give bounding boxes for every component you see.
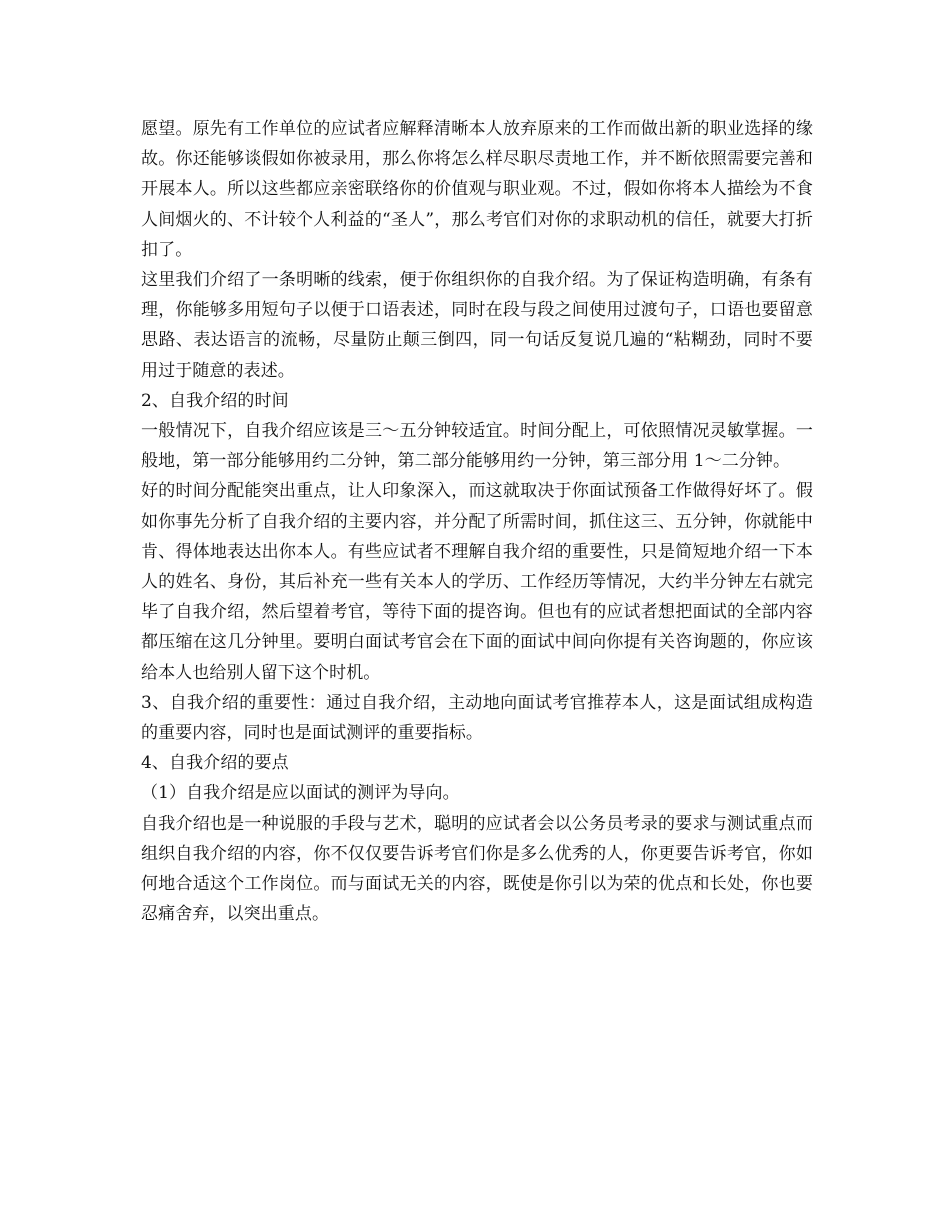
paragraph-clear-structure: 这里我们介绍了一条明晰的线索，便于你组织你的自我介绍。为了保证构造明确，有条有理，你能够多用短句子以便于口语表述，同时在段与段之间使用过渡句子，口语也要留意思路、表达语言的流畅，尽量防止颠三倒四，同一句话反复说几遍的“粘糊劲，同时不要用过于随意的表述。 bbox=[141, 270, 813, 381]
section-heading-time: 2、自我介绍的时间 bbox=[141, 390, 289, 411]
paragraph-time-allocation: 一般情况下，自我介绍应该是三～五分钟较适宜。时间分配上，可依照情况灵敏掌握。一般地，第一部分能够用约二分钟，第二部分能够用约一分钟，第三部分用 1～二分钟。 bbox=[141, 421, 813, 472]
paragraph-importance: 3、自我介绍的重要性：通过自我介绍，主动地向面试考官推荐本人，这是面试组成构造的重要内容，同时也是面试测评的重要指标。 bbox=[141, 692, 813, 744]
paragraph-persuasion: 自我介绍也是一种说服的手段与艺术，聪明的应试者会以公务员考录的要求与测试重点而组织自我介绍的内容，你不仅仅要告诉考官们你是多么优秀的人，你更要告诉考官，你如何地合适这个工作岗位。而与面试无关的内容，既使是你引以为荣的优点和长处，你也要忍痛舍弃，以突出重点。 bbox=[141, 813, 813, 925]
section-heading-key-points: 4、自我介绍的要点 bbox=[141, 753, 289, 774]
document-body bbox=[141, 114, 813, 929]
subheading-oriented: （1）自我介绍是应以面试的测评为导向。 bbox=[141, 783, 460, 804]
paragraph-motivation: 愿望。原先有工作单位的应试者应解释清晰本人放弃原来的工作而做出新的职业选择的缘故。你还能够谈假如你被录用，那么你将怎么样尽职尽责地工作，并不断依照需要完善和开展本人。所以这些都应亲密联络你的价值观与职业观。不过，假如你将本人描绘为不食人间烟火的、不计较个人利益的“圣人”，那么考官们对你的求职动机的信任，就要大打折扣了。 bbox=[141, 119, 813, 260]
paragraph-time-emphasis: 好的时间分配能突出重点，让人印象深入，而这就取决于你面试预备工作做得好坏了。假如你事先分析了自我介绍的主要内容，并分配了所需时间，抓住这三、五分钟，你就能中肯、得体地表达出你本人。有些应试者不理解自我介绍的重要性，只是简短地介绍一下本人的姓名、身份，其后补充一些有关本人的学历、工作经历等情况，大约半分钟左右就完毕了自我介绍，然后望着考官，等待下面的提咨询。但也有的应试者想把面试的全部内容都压缩在这几分钟里。要明白面试考官会在下面的面试中间向你提有关咨询题的，你应该给本人也给别人留下这个时机。 bbox=[141, 481, 813, 683]
